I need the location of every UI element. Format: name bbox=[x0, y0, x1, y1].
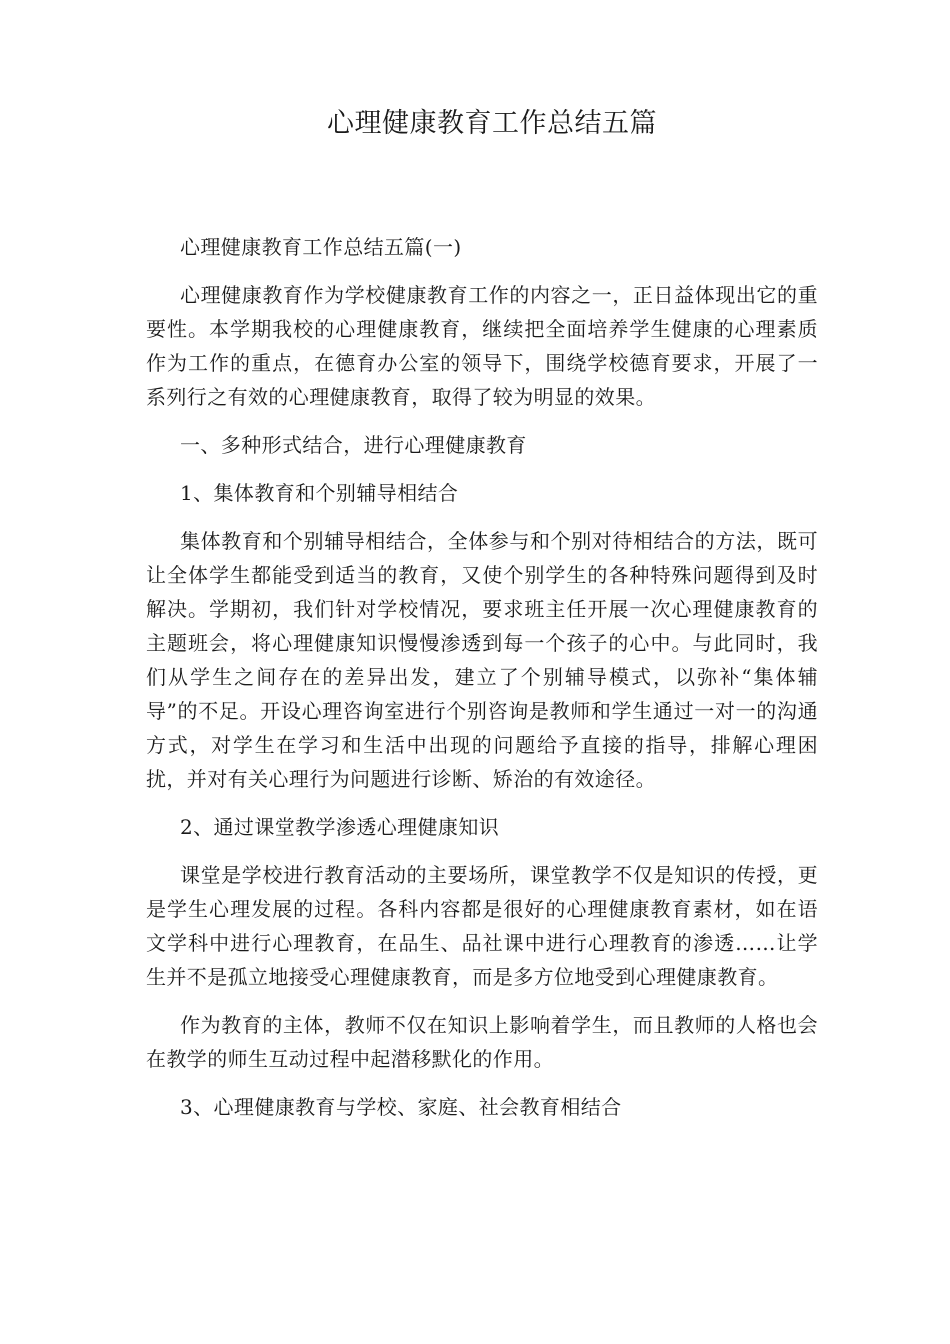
section-heading: 心理健康教育工作总结五篇(一) bbox=[180, 235, 462, 259]
subsection-heading: 2、通过课堂教学渗透心理健康知识 bbox=[180, 815, 500, 839]
page-title: 心理健康教育工作总结五篇 bbox=[327, 108, 657, 139]
subsection-heading: 3、心理健康教育与学校、家庭、社会教育相结合 bbox=[180, 1095, 622, 1119]
section-heading: 一、多种形式结合，进行心理健康教育 bbox=[180, 433, 527, 457]
paragraph: 作为教育的主体，教师不仅在知识上影响着学生，而且教师的人格也会在教学的师生互动过程中起潜移默化的作用。 bbox=[146, 1013, 818, 1071]
paragraph: 集体教育和个别辅导相结合，全体参与和个别对待相结合的方法，既可让全体学生都能受到适当的教育，又使个别学生的各种特殊问题得到及时解决。学期初，我们针对学校情况，要求班主任开展一次心理健康教育的主题班会，将心理健康知识慢慢渗透到每一个孩子的心中。与此同时，我们从学生之间存在的差异出发，建立了个别辅导模式，以弥补“集体辅导”的不足。开设心理咨询室进行个别咨询是教师和学生通过一对一的沟通方式，对学生在学习和生活中出现的问题给予直接的指导，排解心理困扰，并对有关心理行为问题进行诊断、矫治的有效途径。 bbox=[146, 529, 818, 791]
paragraph: 课堂是学校进行教育活动的主要场所，课堂教学不仅是知识的传授，更是学生心理发展的过程。各科内容都是很好的心理健康教育素材，如在语文学科中进行心理教育，在品生、品社课中进行心理教育的渗透……让学生并不是孤立地接受心理健康教育，而是多方位地受到心理健康教育。 bbox=[146, 863, 818, 989]
paragraph: 心理健康教育作为学校健康教育工作的内容之一，正日益体现出它的重要性。本学期我校的心理健康教育，继续把全面培养学生健康的心理素质作为工作的重点，在德育办公室的领导下，围绕学校德育要求，开展了一系列行之有效的心理健康教育，取得了较为明显的效果。 bbox=[146, 283, 818, 409]
document-body bbox=[146, 230, 818, 1138]
subsection-heading: 1、集体教育和个别辅导相结合 bbox=[180, 481, 459, 505]
